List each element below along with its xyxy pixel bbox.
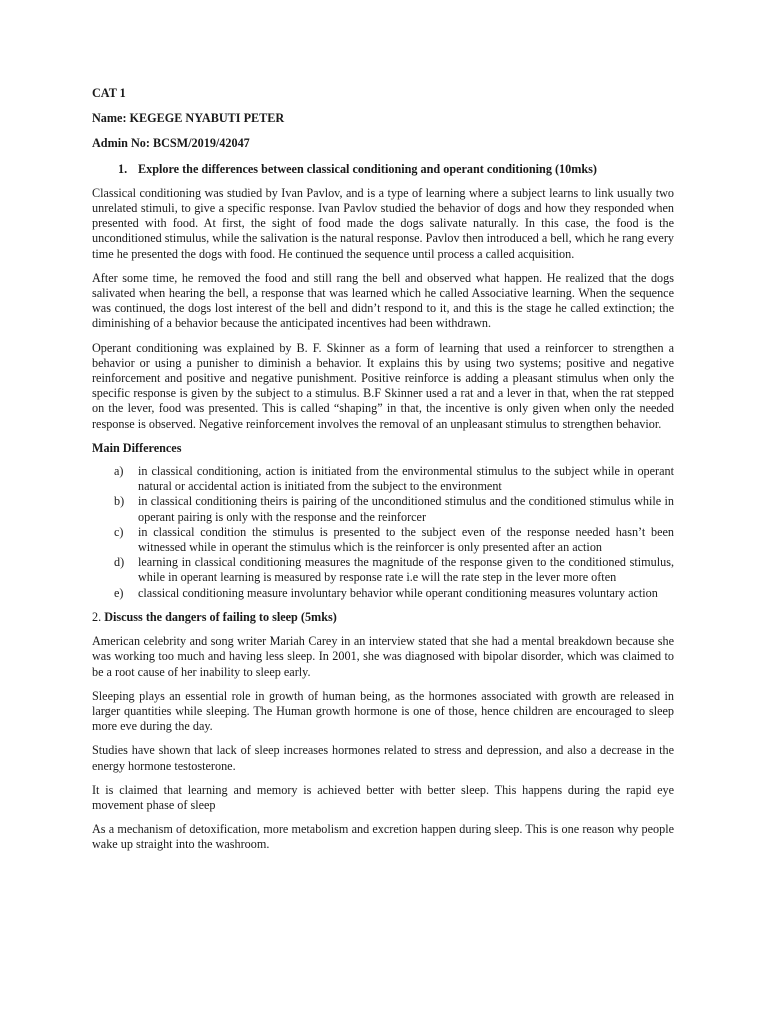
question-1-title: Explore the differences between classical conditioning and operant conditioning (10mks) — [138, 161, 597, 176]
paragraph-stress-hormones: Studies have shown that lack of sleep increases hormones related to stress and depression, and also a decrease in the energy hormone testosterone. — [92, 743, 674, 773]
document-page — [92, 86, 674, 862]
paragraph-classical: Classical conditioning was studied by Ivan Pavlov, and is a type of learning where a subject learns to link usually two unrelated stimuli, to give a specific response. Ivan Pavlov studied the behavior of dogs and how they responded when presented with food. At first, the sight of food made the dogs salivate naturally. In this case, the food is the unconditioned stimulus, while the salivation is the natural response. Pavlov then introduced a bell, which he rang every time he presented the dogs with food. He continued the sequence until process a called acquisition. — [92, 185, 674, 261]
list-item — [92, 586, 674, 601]
list-item — [92, 464, 674, 494]
question-2-heading — [92, 610, 674, 625]
paragraph-detoxification: As a mechanism of detoxification, more metabolism and excretion happen during sleep. This is one reason why people wake up straight into the washroom. — [92, 822, 674, 852]
question-2-number: 2. — [92, 609, 102, 624]
list-item — [92, 494, 674, 524]
question-1-number: 1. — [118, 161, 128, 176]
question-2-title: Discuss the dangers of failing to sleep (5mks) — [104, 609, 337, 624]
list-marker: a) — [114, 464, 124, 479]
list-item-text: learning in classical conditioning measures the magnitude of the response given to the conditioned stimulus, while in operant learning is measured by response rate i.e will the rate step in the lever more often — [138, 555, 674, 585]
admin-number: Admin No: BCSM/2019/42047 — [92, 136, 250, 151]
cat-heading: CAT 1 — [92, 86, 126, 100]
paragraph-pavlov-bell: After some time, he removed the food and still rang the bell and observed what happen. He realized that the dogs salivated when hearing the bell, a response that was learned which he called Associative learning. When the sequence was continued, the dogs lost interest of the bell and didn’t respond to it, and this is the stage he called extinction; the diminishing of a behavior because the anticipated incentives had been withdrawn. — [92, 270, 674, 331]
question-1-heading — [92, 162, 674, 177]
paragraph-operant: Operant conditioning was explained by B. F. Skinner as a form of learning that used a reinforcer to strengthen a behavior or using a punisher to diminish a behavior. It explains this by using two systems; positive and negative reinforcement and positive and negative punishment. Positive reinforce is adding a pleasant stimulus when only the specific response is given by the subject to a stimulus. B.F Skinner used a rat and a lever in that, when the rat stepped on the lever, food was presented. This is called “shaping” in that, the incentive is only given when only the needed response is observed. Negative reinforcement involves the removal of an unpleasant stimulus to strengthen behavior. — [92, 340, 674, 431]
list-item-text: in classical conditioning theirs is pairing of the unconditioned stimulus and the conditioned stimulus while in operant pairing is only with the response and the reinforcer — [138, 494, 674, 524]
paragraph-growth-hormone: Sleeping plays an essential role in growth of human being, as the hormones associated with growth are released in larger quantities while sleeping. The Human growth hormone is one of those, hence children are encouraged to sleep more eve during the day. — [92, 688, 674, 734]
list-item-text: classical conditioning measure involuntary behavior while operant conditioning measures voluntary action — [138, 585, 658, 600]
list-marker: e) — [114, 585, 124, 600]
differences-list — [92, 464, 674, 601]
student-name: Name: KEGEGE NYABUTI PETER — [92, 111, 285, 126]
paragraph-learning-memory: It is claimed that learning and memory is achieved better with better sleep. This happens during the rapid eye movement phase of sleep — [92, 782, 674, 812]
paragraph-mariah-carey: American celebrity and song writer Mariah Carey in an interview stated that she had a mental breakdown because she was working too much and having less sleep. In 2001, she was diagnosed with bipolar disorder, which was claimed to be a root cause of her inability to sleep early. — [92, 634, 674, 679]
list-marker: b) — [114, 494, 125, 509]
list-marker: d) — [114, 555, 125, 570]
list-marker: c) — [114, 524, 124, 539]
differences-heading: Main Differences — [92, 440, 182, 455]
list-item-text: in classical condition the stimulus is presented to the subject even of the response needed hasn’t been witnessed while in operant the stimulus which is the reinforcer is only presented after an action — [138, 524, 674, 555]
list-item-text: in classical conditioning, action is initiated from the environmental stimulus to the subject while in operant natural or accidental action is initiated from the subject to the environment — [138, 464, 674, 494]
list-item — [92, 555, 674, 585]
list-item — [92, 525, 674, 555]
